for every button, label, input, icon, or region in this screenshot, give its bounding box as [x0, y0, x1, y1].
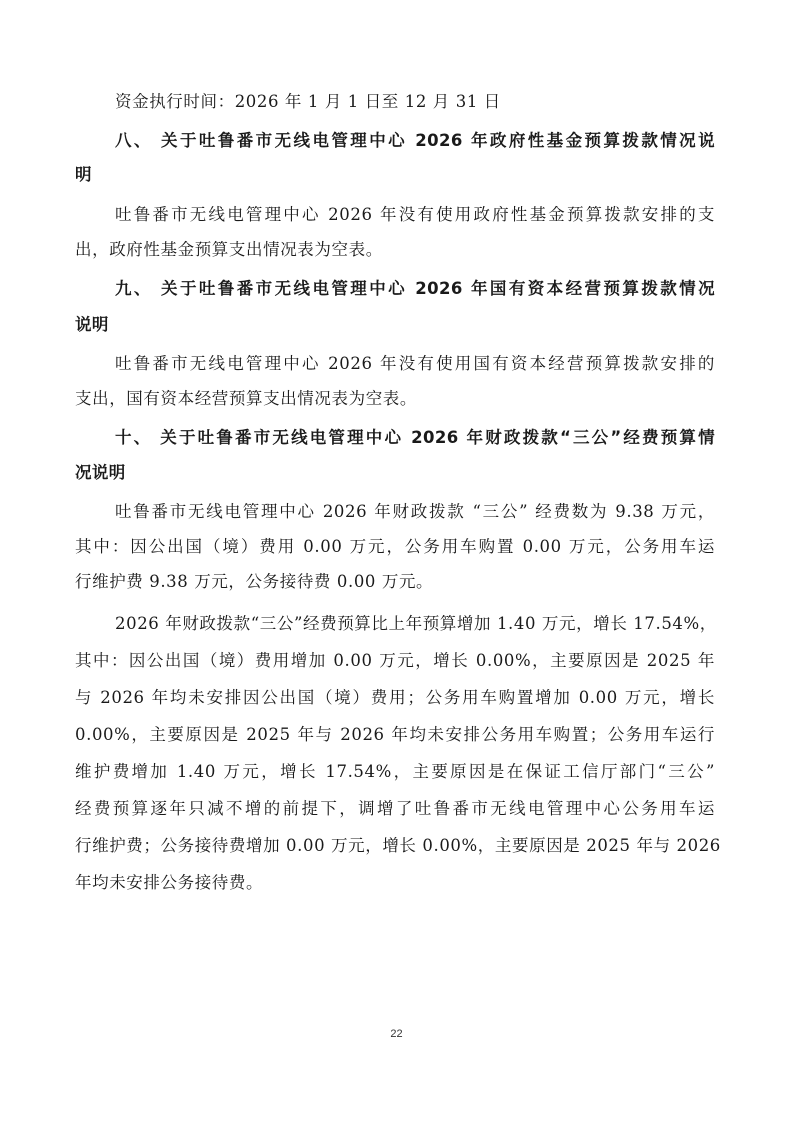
- comparison-line-4: 0.00%，主要原因是 2025 年与 2026 年均未安排公务用车购置；公务用车运行: [75, 725, 715, 744]
- comparison-line-5: 维护费增加 1.40 万元，增长 17.54%，主要原因是在保证工信厅部门“三公”: [75, 762, 715, 781]
- execution-period-line: 资金执行时间：2026 年 1 月 1 日至 12 月 31 日: [115, 92, 501, 111]
- comparison-line-1: 2026 年财政拨款“三公”经费预算比上年预算增加 1.40 万元，增长 17.54%，: [115, 614, 717, 633]
- comparison-line-2: 其中：因公出国（境）费用增加 0.00 万元，增长 0.00%，主要原因是 2025 年: [75, 651, 715, 670]
- section-8-body-line-1: 吐鲁番市无线电管理中心 2026 年没有使用政府性基金预算拨款安排的支: [115, 205, 715, 224]
- comparison-line-6: 经费预算逐年只减不增的前提下，调增了吐鲁番市无线电管理中心公务用车运: [75, 799, 715, 818]
- section-10-heading-line-1: 十、 关于吐鲁番市无线电管理中心 2026 年财政拨款“三公”经费预算情: [115, 428, 715, 447]
- comparison-line-8: 年均未安排公务接待费。: [75, 873, 264, 892]
- comparison-line-3: 与 2026 年均未安排因公出国（境）费用；公务用车购置增加 0.00 万元，增长: [75, 688, 715, 707]
- comparison-line-7: 行维护费；公务接待费增加 0.00 万元，增长 0.00%，主要原因是 2025 年与 2026: [75, 836, 721, 855]
- section-8-body-line-2: 出，政府性基金预算支出情况表为空表。: [75, 240, 383, 259]
- section-9-body-line-2: 支出，国有资本经营预算支出情况表为空表。: [75, 389, 417, 408]
- section-9-heading-line-2: 说明: [75, 315, 109, 334]
- section-10-body-line-3: 行维护费 9.38 万元，公务接待费 0.00 万元。: [75, 572, 434, 591]
- section-8-heading-line-1: 八、 关于吐鲁番市无线电管理中心 2026 年政府性基金预算拨款情况说: [115, 131, 715, 150]
- section-9-body-line-1: 吐鲁番市无线电管理中心 2026 年没有使用国有资本经营预算拨款安排的: [115, 354, 715, 373]
- page-number: 22: [390, 1028, 403, 1040]
- section-9-heading-line-1: 九、 关于吐鲁番市无线电管理中心 2026 年国有资本经营预算拨款情况: [115, 279, 715, 298]
- section-10-body-line-1: 吐鲁番市无线电管理中心 2026 年财政拨款 “三公” 经费数为 9.38 万元，: [115, 502, 715, 521]
- section-10-body-line-2: 其中：因公出国（境）费用 0.00 万元，公务用车购置 0.00 万元，公务用车运: [75, 537, 715, 556]
- section-8-heading-line-2: 明: [75, 165, 92, 184]
- section-10-heading-line-2: 况说明: [75, 463, 126, 482]
